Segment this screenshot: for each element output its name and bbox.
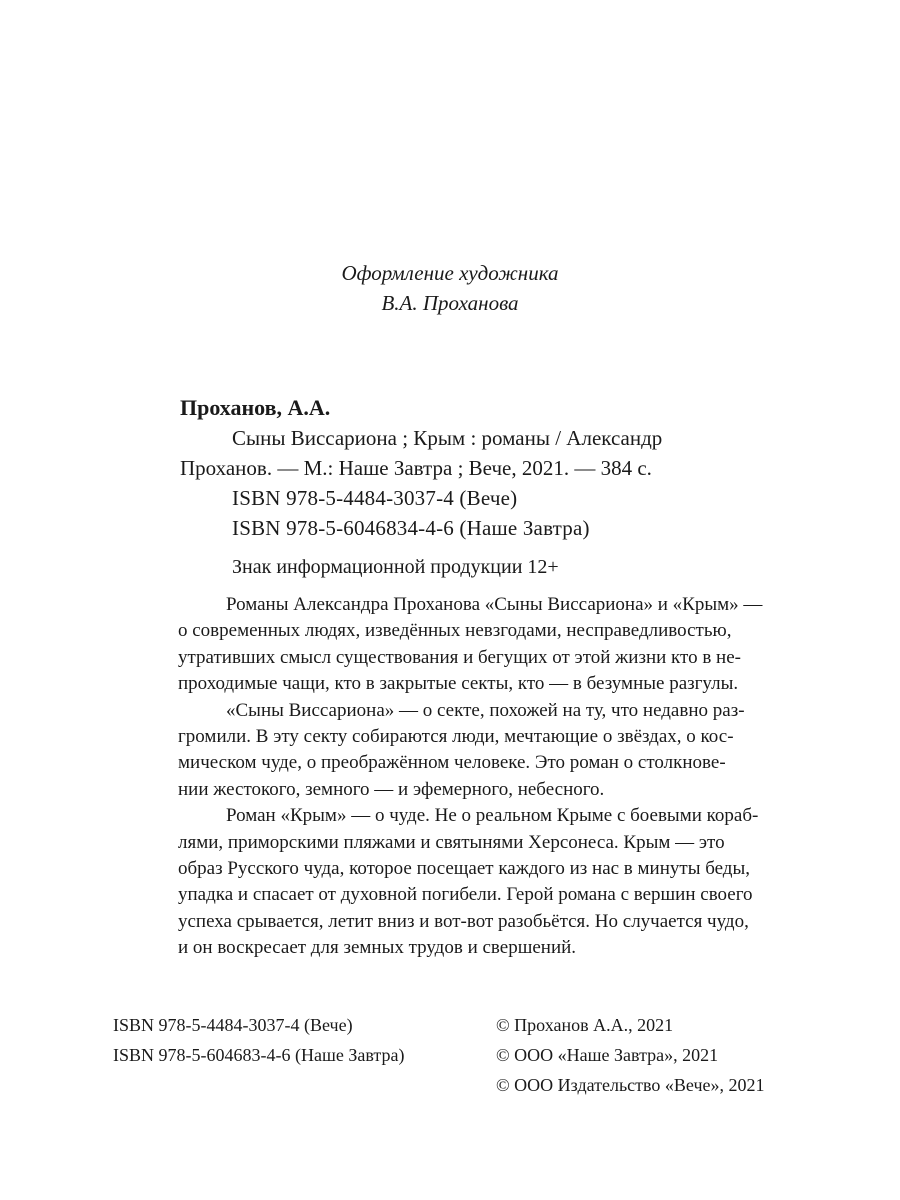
age-rating-marker: Знак информационной продукции 12+	[232, 556, 559, 578]
annotation-line: Роман «Крым» — о чуде. Не о реальном Крыме с боевыми кораб-	[226, 805, 759, 827]
annotation-line: упадка и спасает от духовной погибели. Герой романа с вершин своего	[178, 884, 753, 906]
annotation-line: о современных людях, изведённых невзгодами, несправедливостью,	[178, 620, 732, 642]
annotation-line: проходимые чащи, кто в закрытые секты, кто — в безумные разгулы.	[178, 673, 739, 695]
annotation-line: и он воскресает для земных трудов и свершений.	[178, 937, 577, 959]
record-isbn-veche: ISBN 978-5-4484-3037-4 (Вече)	[232, 486, 518, 510]
bibliographic-record	[180, 393, 800, 543]
isbn-nashe-zavtra: ISBN 978-5-604683-4-6 (Наше Завтра)	[113, 1045, 405, 1065]
copyright-veche: © ООО Издательство «Вече», 2021	[496, 1075, 765, 1095]
designer-credits	[0, 258, 900, 318]
copyright-author: © Проханов А.А., 2021	[496, 1015, 674, 1035]
annotation-line: лями, приморскими пляжами и святынями Херсонеса. Крым — это	[178, 831, 725, 853]
annotation-line: успеха срывается, летит вниз и вот-вот разобьётся. Но случается чудо,	[178, 910, 749, 932]
isbn-veche: ISBN 978-5-4484-3037-4 (Вече)	[113, 1015, 353, 1035]
record-author: Проханов, А.А.	[180, 395, 331, 420]
copyright-block	[496, 1010, 765, 1100]
record-title-line: Сыны Виссариона ; Крым : романы / Александр	[232, 426, 663, 450]
designer-credit-name: В.А. Проханова	[381, 291, 519, 315]
annotation-line: громили. В эту секту собираются люди, мечтающие о звёздах, о кос-	[178, 726, 734, 748]
copyright-nashe-zavtra: © ООО «Наше Завтра», 2021	[496, 1045, 719, 1065]
record-isbn-nashe-zavtra: ISBN 978-5-6046834-4-6 (Наше Завтра)	[232, 516, 590, 540]
annotation-line: нии жестокого, земного — и эфемерного, небесного.	[178, 778, 605, 800]
record-publication-line: Проханов. — М.: Наше Завтра ; Вече, 2021. — 384 с.	[180, 456, 652, 480]
isbn-block	[113, 1010, 404, 1070]
annotation-line: Романы Александра Проханова «Сыны Виссариона» и «Крым» —	[226, 594, 763, 615]
designer-credit-label: Оформление художника	[341, 261, 559, 285]
annotation-line: образ Русского чуда, которое посещает каждого из нас в минуты беды,	[178, 858, 750, 880]
annotation-line: «Сыны Виссариона» — о секте, похожей на ту, что недавно раз-	[226, 699, 745, 721]
annotation-text	[178, 592, 802, 962]
annotation-line: утративших смысл существования и бегущих от этой жизни кто в не-	[178, 646, 741, 668]
annotation-line: мическом чуде, о преображённом человеке. Это роман о столкнове-	[178, 752, 726, 774]
